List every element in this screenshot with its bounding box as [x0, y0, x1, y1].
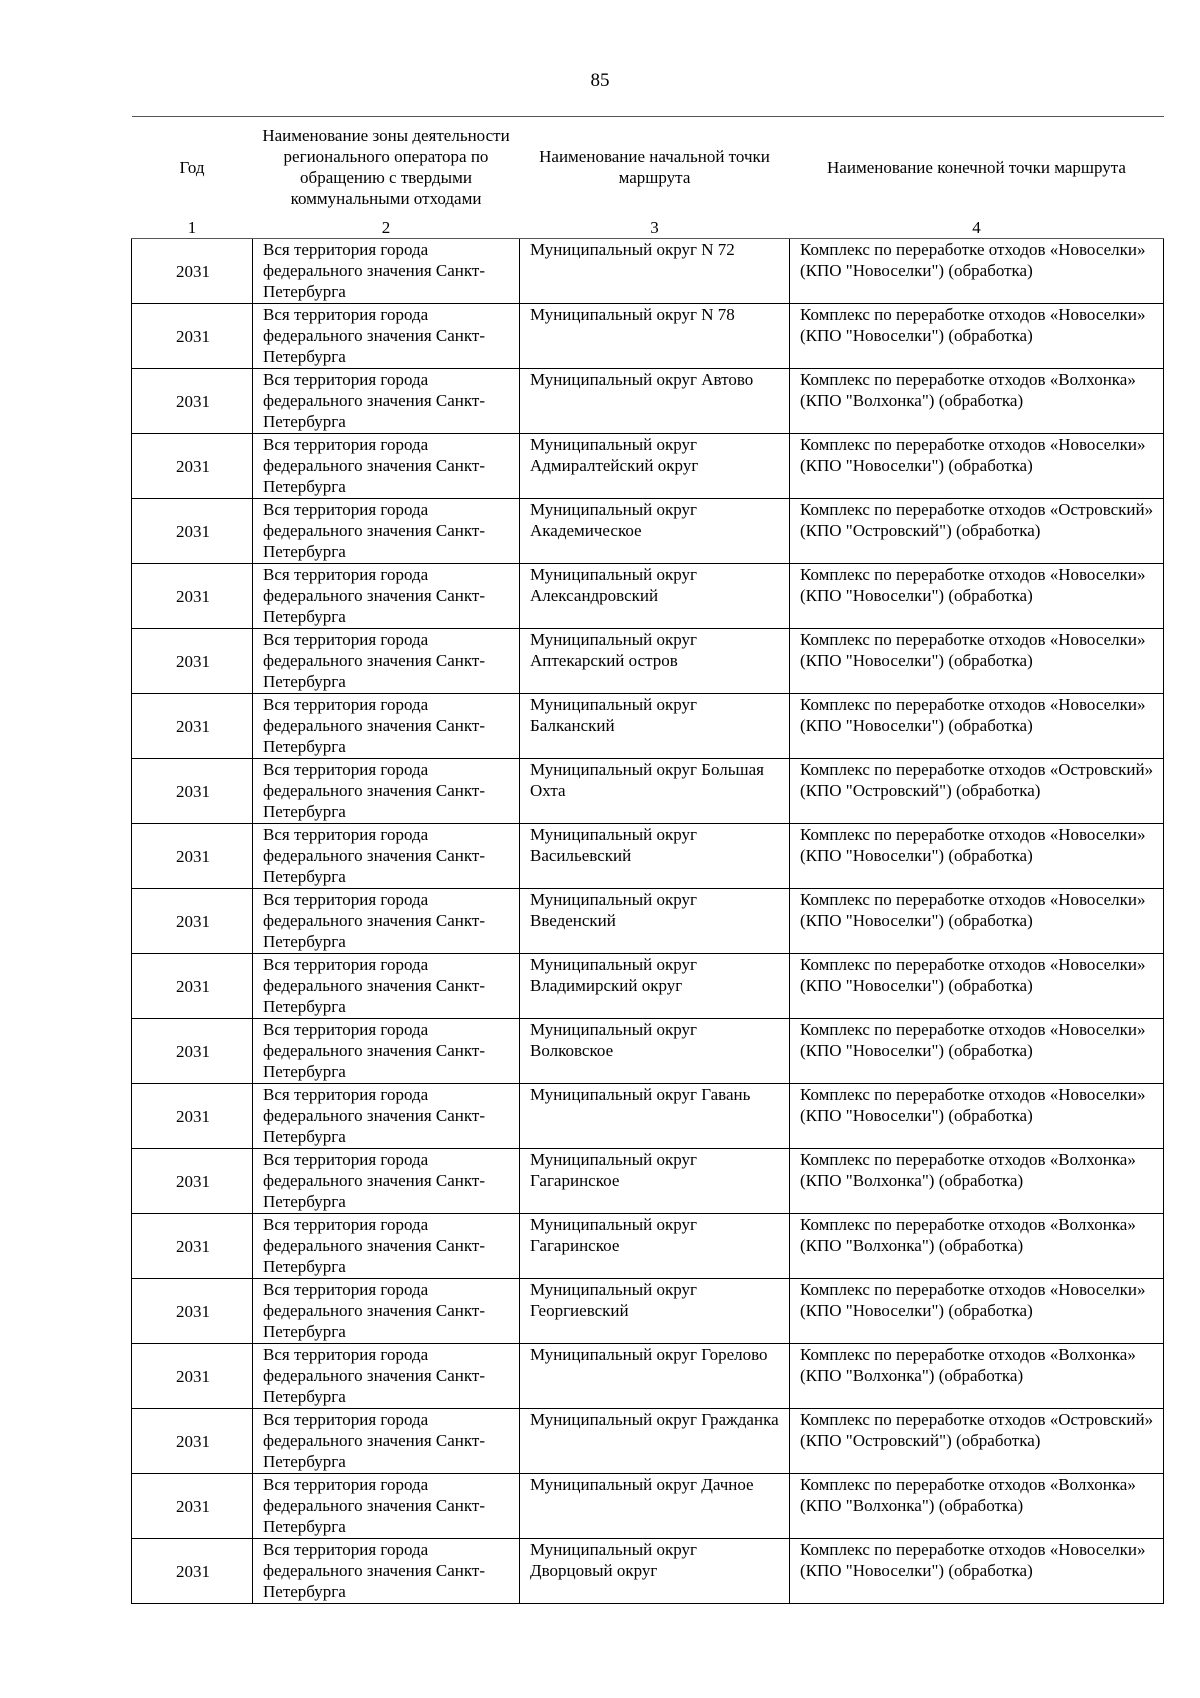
table-header-row: [132, 117, 1164, 218]
year-cell: 2031: [132, 434, 253, 499]
column-number: 2: [253, 217, 520, 239]
year-cell: 2031: [132, 1539, 253, 1604]
zone-cell: Вся территория города федерального значения Санкт-Петербурга: [253, 304, 520, 369]
table-row: [132, 304, 1164, 369]
start-point-cell: Муниципальный округ Владимирский округ: [520, 954, 790, 1019]
page-number: 85: [590, 70, 610, 91]
year-cell: 2031: [132, 499, 253, 564]
start-point-cell: Муниципальный округ Георгиевский: [520, 1279, 790, 1344]
start-point-cell: Муниципальный округ Аптекарский остров: [520, 629, 790, 694]
table-row: [132, 1019, 1164, 1084]
zone-cell: Вся территория города федерального значения Санкт-Петербурга: [253, 759, 520, 824]
table-row: [132, 629, 1164, 694]
end-point-cell: Комплекс по переработке отходов «Новоселки» (КПО "Новоселки") (обработка): [790, 434, 1164, 499]
end-point-cell: Комплекс по переработке отходов «Островский» (КПО "Островский") (обработка): [790, 1409, 1164, 1474]
table-row: [132, 369, 1164, 434]
end-point-cell: Комплекс по переработке отходов «Новоселки» (КПО "Новоселки") (обработка): [790, 694, 1164, 759]
zone-cell: Вся территория города федерального значения Санкт-Петербурга: [253, 369, 520, 434]
zone-cell: Вся территория города федерального значения Санкт-Петербурга: [253, 499, 520, 564]
table-row: [132, 1474, 1164, 1539]
table-row: [132, 1084, 1164, 1149]
year-cell: 2031: [132, 1214, 253, 1279]
end-point-cell: Комплекс по переработке отходов «Новоселки» (КПО "Новоселки") (обработка): [790, 239, 1164, 304]
zone-cell: Вся территория города федерального значения Санкт-Петербурга: [253, 1214, 520, 1279]
year-cell: 2031: [132, 369, 253, 434]
zone-cell: Вся территория города федерального значения Санкт-Петербурга: [253, 1539, 520, 1604]
start-point-cell: Муниципальный округ N 78: [520, 304, 790, 369]
zone-cell: Вся территория города федерального значения Санкт-Петербурга: [253, 629, 520, 694]
table-row: [132, 434, 1164, 499]
zone-cell: Вся территория города федерального значения Санкт-Петербурга: [253, 564, 520, 629]
table-row: [132, 499, 1164, 564]
table-row: [132, 759, 1164, 824]
year-cell: 2031: [132, 1474, 253, 1539]
header-year: Год: [132, 117, 253, 218]
end-point-cell: Комплекс по переработке отходов «Новоселки» (КПО "Новоселки") (обработка): [790, 1279, 1164, 1344]
year-cell: 2031: [132, 629, 253, 694]
year-cell: 2031: [132, 1344, 253, 1409]
end-point-cell: Комплекс по переработке отходов «Новоселки» (КПО "Новоселки") (обработка): [790, 954, 1164, 1019]
start-point-cell: Муниципальный округ Дворцовый округ: [520, 1539, 790, 1604]
end-point-cell: Комплекс по переработке отходов «Волхонка» (КПО "Волхонка") (обработка): [790, 1149, 1164, 1214]
table-row: [132, 1409, 1164, 1474]
start-point-cell: Муниципальный округ Горелово: [520, 1344, 790, 1409]
year-cell: 2031: [132, 304, 253, 369]
end-point-cell: Комплекс по переработке отходов «Волхонка» (КПО "Волхонка") (обработка): [790, 1474, 1164, 1539]
end-point-cell: Комплекс по переработке отходов «Волхонка» (КПО "Волхонка") (обработка): [790, 1214, 1164, 1279]
zone-cell: Вся территория города федерального значения Санкт-Петербурга: [253, 694, 520, 759]
year-cell: 2031: [132, 694, 253, 759]
start-point-cell: Муниципальный округ Гагаринское: [520, 1214, 790, 1279]
table-row: [132, 239, 1164, 304]
end-point-cell: Комплекс по переработке отходов «Новоселки» (КПО "Новоселки") (обработка): [790, 1019, 1164, 1084]
table-row: [132, 1539, 1164, 1604]
end-point-cell: Комплекс по переработке отходов «Новоселки» (КПО "Новоселки") (обработка): [790, 564, 1164, 629]
zone-cell: Вся территория города федерального значения Санкт-Петербурга: [253, 239, 520, 304]
start-point-cell: Муниципальный округ Академическое: [520, 499, 790, 564]
year-cell: 2031: [132, 239, 253, 304]
header-start-point: Наименование начальной точки маршрута: [520, 117, 790, 218]
zone-cell: Вся территория города федерального значения Санкт-Петербурга: [253, 824, 520, 889]
end-point-cell: Комплекс по переработке отходов «Островский» (КПО "Островский") (обработка): [790, 759, 1164, 824]
year-cell: 2031: [132, 759, 253, 824]
table-row: [132, 694, 1164, 759]
table-row: [132, 889, 1164, 954]
year-cell: 2031: [132, 564, 253, 629]
zone-cell: Вся территория города федерального значения Санкт-Петербурга: [253, 1409, 520, 1474]
zone-cell: Вся территория города федерального значения Санкт-Петербурга: [253, 1344, 520, 1409]
end-point-cell: Комплекс по переработке отходов «Новоселки» (КПО "Новоселки") (обработка): [790, 1084, 1164, 1149]
start-point-cell: Муниципальный округ Александровский: [520, 564, 790, 629]
zone-cell: Вся территория города федерального значения Санкт-Петербурга: [253, 889, 520, 954]
year-cell: 2031: [132, 1019, 253, 1084]
table-row: [132, 954, 1164, 1019]
table-row: [132, 1279, 1164, 1344]
year-cell: 2031: [132, 1279, 253, 1344]
start-point-cell: Муниципальный округ Волковское: [520, 1019, 790, 1084]
year-cell: 2031: [132, 1409, 253, 1474]
end-point-cell: Комплекс по переработке отходов «Островский» (КПО "Островский") (обработка): [790, 499, 1164, 564]
start-point-cell: Муниципальный округ Гагаринское: [520, 1149, 790, 1214]
zone-cell: Вся территория города федерального значения Санкт-Петербурга: [253, 954, 520, 1019]
end-point-cell: Комплекс по переработке отходов «Новоселки» (КПО "Новоселки") (обработка): [790, 1539, 1164, 1604]
year-cell: 2031: [132, 1084, 253, 1149]
header-zone: Наименование зоны деятельности регионального оператора по обращению с твердыми коммунальными отходами: [253, 117, 520, 218]
column-number: 3: [520, 217, 790, 239]
zone-cell: Вся территория города федерального значения Санкт-Петербурга: [253, 1084, 520, 1149]
end-point-cell: Комплекс по переработке отходов «Новоселки» (КПО "Новоселки") (обработка): [790, 889, 1164, 954]
start-point-cell: Муниципальный округ Автово: [520, 369, 790, 434]
year-cell: 2031: [132, 889, 253, 954]
start-point-cell: Муниципальный округ Большая Охта: [520, 759, 790, 824]
column-number: 4: [790, 217, 1164, 239]
end-point-cell: Комплекс по переработке отходов «Новоселки» (КПО "Новоселки") (обработка): [790, 629, 1164, 694]
year-cell: 2031: [132, 1149, 253, 1214]
start-point-cell: Муниципальный округ Введенский: [520, 889, 790, 954]
end-point-cell: Комплекс по переработке отходов «Волхонка» (КПО "Волхонка") (обработка): [790, 1344, 1164, 1409]
zone-cell: Вся территория города федерального значения Санкт-Петербурга: [253, 1149, 520, 1214]
end-point-cell: Комплекс по переработке отходов «Волхонка» (КПО "Волхонка") (обработка): [790, 369, 1164, 434]
column-number-row: [132, 217, 1164, 239]
table-row: [132, 1214, 1164, 1279]
column-number: 1: [132, 217, 253, 239]
start-point-cell: Муниципальный округ Васильевский: [520, 824, 790, 889]
start-point-cell: Муниципальный округ Гражданка: [520, 1409, 790, 1474]
zone-cell: Вся территория города федерального значения Санкт-Петербурга: [253, 1474, 520, 1539]
zone-cell: Вся территория города федерального значения Санкт-Петербурга: [253, 1279, 520, 1344]
header-end-point: Наименование конечной точки маршрута: [790, 117, 1164, 218]
table-row: [132, 1149, 1164, 1214]
end-point-cell: Комплекс по переработке отходов «Новоселки» (КПО "Новоселки") (обработка): [790, 824, 1164, 889]
start-point-cell: Муниципальный округ Дачное: [520, 1474, 790, 1539]
start-point-cell: Муниципальный округ N 72: [520, 239, 790, 304]
start-point-cell: Муниципальный округ Адмиралтейский округ: [520, 434, 790, 499]
zone-cell: Вся территория города федерального значения Санкт-Петербурга: [253, 1019, 520, 1084]
start-point-cell: Муниципальный округ Гавань: [520, 1084, 790, 1149]
table-body: [132, 239, 1164, 1604]
zone-cell: Вся территория города федерального значения Санкт-Петербурга: [253, 434, 520, 499]
year-cell: 2031: [132, 954, 253, 1019]
table-row: [132, 1344, 1164, 1409]
end-point-cell: Комплекс по переработке отходов «Новоселки» (КПО "Новоселки") (обработка): [790, 304, 1164, 369]
table-row: [132, 824, 1164, 889]
table-row: [132, 564, 1164, 629]
start-point-cell: Муниципальный округ Балканский: [520, 694, 790, 759]
routes-table: [131, 116, 1164, 1604]
year-cell: 2031: [132, 824, 253, 889]
